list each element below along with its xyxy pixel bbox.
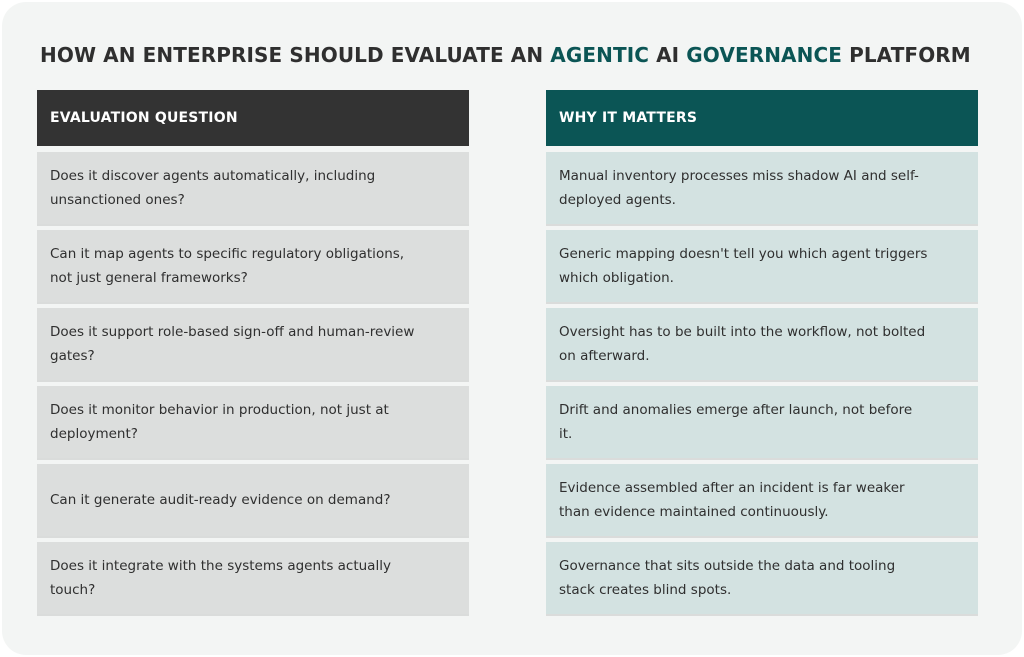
why-cell: Generic mapping doesn't tell you which agent triggers which obligation. — [546, 230, 978, 302]
question-cell: Can it map agents to specific regulatory obligations, not just general frameworks? — [37, 230, 469, 302]
question-cell: Does it monitor behavior in production, not just at deployment? — [37, 386, 469, 458]
title-part-1: HOW AN ENTERPRISE SHOULD EVALUATE AN — [40, 43, 551, 67]
title-part-2: AI — [649, 43, 687, 67]
question-cell: Can it generate audit-ready evidence on demand? — [37, 464, 469, 536]
title-part-3: PLATFORM — [842, 43, 971, 67]
title-accent-governance: GOVERNANCE — [686, 43, 842, 67]
question-cell: Does it support role-based sign-off and human-review gates? — [37, 308, 469, 380]
why-cell: Evidence assembled after an incident is far weaker than evidence maintained continuously. — [546, 464, 978, 536]
evaluation-question-column — [37, 90, 469, 614]
why-cell: Oversight has to be built into the workflow, not bolted on afterward. — [546, 308, 978, 380]
why-it-matters-column — [546, 90, 978, 614]
why-cell: Governance that sits outside the data and tooling stack creates blind spots. — [546, 542, 978, 614]
evaluation-question-header: EVALUATION QUESTION — [37, 90, 469, 146]
title-accent-agentic: AGENTIC — [550, 43, 650, 67]
why-it-matters-header: WHY IT MATTERS — [546, 90, 978, 146]
why-cell: Drift and anomalies emerge after launch, not before it. — [546, 386, 978, 458]
why-cell: Manual inventory processes miss shadow AI and self-deployed agents. — [546, 152, 978, 224]
question-cell: Does it integrate with the systems agents actually touch? — [37, 542, 469, 614]
page-title — [40, 43, 971, 67]
question-cell: Does it discover agents automatically, including unsanctioned ones? — [37, 152, 469, 224]
